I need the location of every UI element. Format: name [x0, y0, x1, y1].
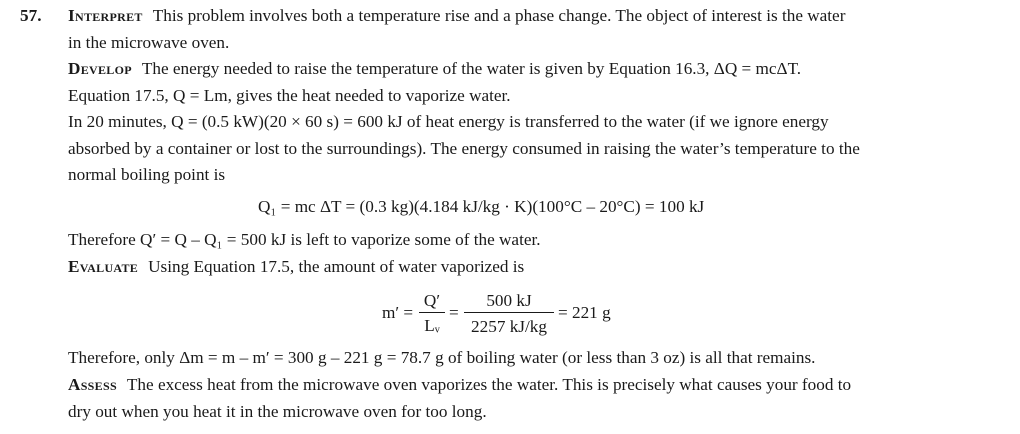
interpret-text-1: This problem involves both a temperature rise and a phase change. The object of interest is the water — [152, 6, 846, 25]
develop-text-1: The energy needed to raise the temperature of the water is given by Equation 16.3, ΔQ = mcΔT. — [141, 59, 802, 78]
fraction-2-bar — [464, 312, 554, 313]
assess-text-2: dry out when you heat it in the microwave oven for too long. — [68, 402, 487, 421]
develop-line-1 — [68, 59, 801, 79]
interpret-text-2: in the microwave oven. — [68, 33, 230, 52]
develop-text-2: Equation 17.5, Q = Lm, gives the heat needed to vaporize water. — [68, 86, 511, 105]
develop-heading: Develop — [68, 59, 132, 78]
assess-line-1 — [68, 375, 851, 395]
equation-q1: Q₁ = mc ΔT = (0.3 kg)(4.184 kJ/kg · K)(100°C – 20°C) = 100 kJ — [258, 197, 705, 216]
equation-result: = 221 g — [558, 303, 611, 322]
assess-text-1: The excess heat from the microwave oven vaporizes the water. This is precisely what causes your food to — [126, 375, 852, 394]
assess-heading: Assess — [68, 375, 117, 394]
develop-text-4: absorbed by a container or lost to the surroundings). The energy consumed in raising the water’s temperature to the — [68, 139, 860, 158]
equation-m-lhs: m′ = — [382, 303, 414, 322]
develop-text-3: In 20 minutes, Q = (0.5 kW)(20 × 60 s) = 600 kJ of heat energy is transferred to the water (if we ignore energy — [68, 112, 829, 131]
evaluate-text-1: Using Equation 17.5, the amount of water vaporized is — [148, 257, 525, 276]
develop-text-5: normal boiling point is — [68, 165, 226, 184]
fraction-2-numerator: 500 kJ — [486, 291, 532, 310]
fraction-1-numerator: Q′ — [423, 291, 441, 310]
evaluate-text-2: Therefore, only Δm = m – m′ = 300 g – 221 g = 78.7 g of boiling water (or less than 3 oz) is all that remains. — [68, 348, 816, 367]
fraction-1-denominator: Lᵥ — [424, 316, 440, 335]
fraction-2-denominator: 2257 kJ/kg — [471, 317, 547, 336]
fraction-1-bar — [419, 312, 445, 313]
evaluate-heading: Evaluate — [68, 257, 139, 276]
equation-equals: = — [449, 303, 459, 322]
develop-text-6: Therefore Q′ = Q – Q₁ = 500 kJ is left to vaporize some of the water. — [68, 230, 541, 249]
evaluate-line-1 — [68, 257, 524, 277]
problem-number: 57. — [20, 6, 42, 25]
interpret-line-1 — [68, 6, 845, 26]
interpret-heading: Interpret — [68, 6, 143, 25]
